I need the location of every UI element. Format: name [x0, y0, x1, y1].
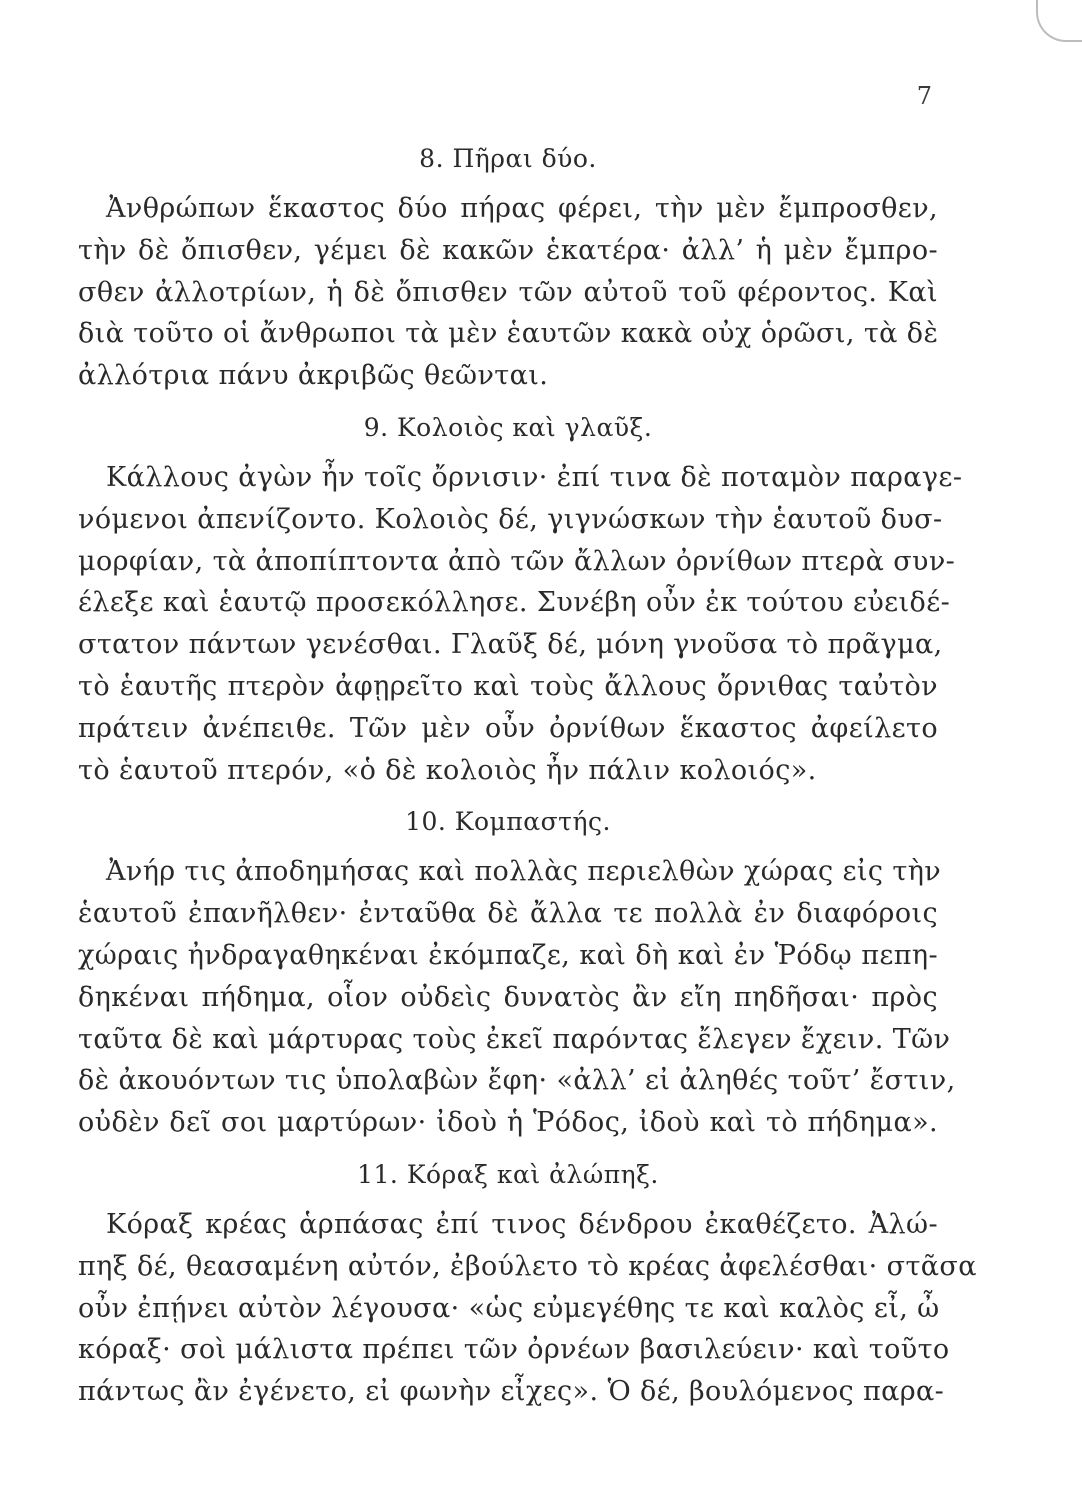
page-corner-mark	[1036, 0, 1082, 42]
text-line: διὰ τοῦτο οἱ ἄνθρωποι τὰ μὲν ἑαυτῶν κακὰ οὐχ ὁρῶσι, τὰ δὲ	[78, 318, 939, 350]
text-line: στατον πάντων γενέσθαι. Γλαῦξ δέ, μόνη γνοῦσα τὸ πρᾶγμα,	[78, 629, 943, 661]
fable-title: 10. Κομπαστής.	[405, 807, 611, 837]
text-line: κόραξ· σοὶ μάλιστα πρέπει τῶν ὀρνέων βασιλεύειν· καὶ τοῦτο	[78, 1334, 950, 1366]
text-line: οὖν ἐπῄνει αὐτὸν λέγουσα· «ὡς εὐμεγέθης τε καὶ καλὸς εἶ, ὦ	[78, 1292, 940, 1324]
text-line: τὴν δὲ ὄπισθεν, γέμει δὲ κακῶν ἑκατέρα· ἀλλ’ ἡ μὲν ἔμπρο-	[78, 234, 938, 266]
text-line: χώραις ἠνδραγαθηκέναι ἐκόμπαζε, καὶ δὴ καὶ ἐν Ῥόδῳ πεπη-	[78, 939, 938, 971]
fable-section-11	[78, 1156, 977, 1413]
text-line: Κόραξ κρέας ἁρπάσας ἐπί τινος δένδρου ἐκαθέζετο. Ἀλώ-	[106, 1208, 938, 1240]
fable-title: 8. Πῆραι δύο.	[419, 144, 597, 173]
text-line: Ἀνθρώπων ἕκαστος δύο πήρας φέρει, τὴν μὲν ἔμπροσθεν,	[106, 193, 938, 224]
text-line: Ἀνήρ τις ἀποδημήσας καὶ πολλὰς περιελθὼν χώρας εἰς τὴν	[106, 856, 942, 888]
text-line: τὸ ἑαυτοῦ πτερόν, «ὁ δὲ κολοιὸς ἦν πάλιν κολοιός».	[78, 754, 817, 786]
text-block	[78, 140, 977, 1425]
fable-section-10	[78, 803, 956, 1144]
text-line: ἑαυτοῦ ἐπανῆλθεν· ἐνταῦθα δὲ ἄλλα τε πολλὰ ἐν διαφόροις	[78, 898, 938, 930]
page-number: 7	[916, 82, 932, 110]
text-line: δηκέναι πήδημα, οἷον οὐδεὶς δυνατὸς ἂν εἴη πηδῆσαι· πρὸς	[78, 981, 938, 1013]
fable-section-9	[78, 409, 963, 791]
text-line: ταῦτα δὲ καὶ μάρτυρας τοὺς ἐκεῖ παρόντας ἔλεγεν ἔχειν. Τῶν	[78, 1023, 951, 1055]
fable-title: 9. Κολοιὸς καὶ γλαῦξ.	[363, 412, 653, 442]
text-line: ἀλλότρια πάνυ ἀκριβῶς θεῶνται.	[78, 360, 549, 392]
text-line: πηξ δέ, θεασαμένη αὐτόν, ἐβούλετο τὸ κρέας ἀφελέσθαι· στᾶσα	[78, 1250, 977, 1282]
text-line: μορφίαν, τὰ ἀποπίπτοντα ἀπὸ τῶν ἄλλων ὀρνίθων πτερὰ συν-	[78, 545, 956, 577]
fable-title: 11. Κόραξ καὶ ἀλώπηξ.	[357, 1159, 659, 1189]
text-line: δὲ ἀκουόντων τις ὑπολαβὼν ἔφη· «ἀλλ’ εἰ ἀληθές τοῦτ’ ἔστιν,	[78, 1065, 956, 1097]
text-line: πράτειν ἀνέπειθε. Τῶν μὲν οὖν ὀρνίθων ἕκαστος ἀφείλετο	[78, 712, 938, 744]
text-line: Κάλλους ἀγὼν ἦν τοῖς ὄρνισιν· ἐπί τινα δὲ ποταμὸν παραγε-	[106, 461, 963, 493]
text-line: σθεν ἀλλοτρίων, ἡ δὲ ὄπισθεν τῶν αὐτοῦ τοῦ φέροντος. Καὶ	[78, 276, 938, 308]
text-line: οὐδὲν δεῖ σοι μαρτύρων· ἰδοὺ ἡ Ῥόδος, ἰδοὺ καὶ τὸ πήδημα».	[78, 1107, 938, 1139]
text-line: τὸ ἑαυτῆς πτερὸν ἀφῃρεῖτο καὶ τοὺς ἄλλους ὄρνιθας ταὐτὸν	[78, 670, 938, 702]
text-line: έλεξε καὶ ἑαυτῷ προσεκόλλησε. Συνέβη οὖν ἐκ τούτου εὐειδέ-	[78, 587, 951, 619]
text-line: νόμενοι ἀπενίζοντο. Κολοιὸς δέ, γιγνώσκων τὴν ἑαυτοῦ δυσ-	[78, 503, 943, 535]
text-line: πάντως ἂν ἐγένετο, εἰ φωνὴν εἶχες». Ὁ δέ, βουλόμενος παρα-	[78, 1376, 945, 1408]
fable-section-8	[78, 140, 938, 397]
